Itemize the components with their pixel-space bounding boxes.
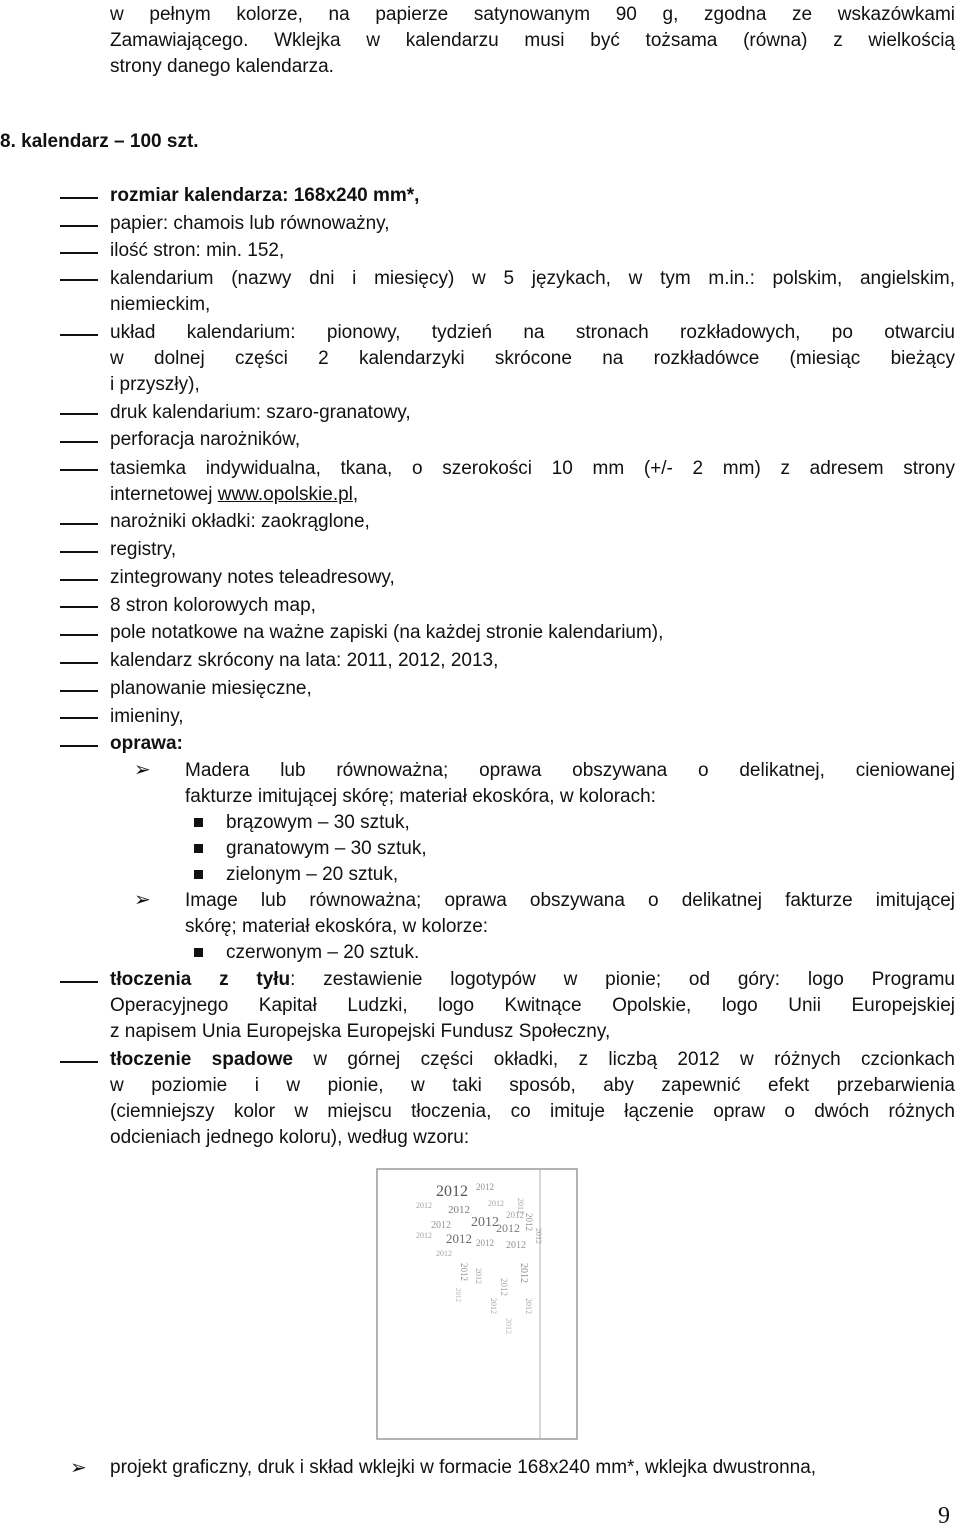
year-2012-mark: 2012 — [506, 1210, 524, 1220]
year-2012-mark: 2012 — [431, 1220, 451, 1231]
item-perf: perforacja narożników, — [110, 429, 301, 450]
emboss-drop-1 — [110, 1047, 955, 1073]
section-heading: 8. kalendarz – 100 szt. — [0, 131, 199, 152]
item-corners: narożniki okładki: zaokrąglone, — [110, 511, 370, 532]
cover-figure-svg — [376, 1168, 578, 1440]
dash-bullet — [60, 606, 98, 608]
dash-bullet — [60, 551, 98, 553]
item-binding: oprawa: — [110, 733, 183, 754]
arrow-bullet-icon: ➢ — [70, 1457, 87, 1479]
page-number: 9 — [938, 1503, 950, 1529]
square-bullet-icon — [194, 870, 203, 879]
item-layout-1: układ kalendarium: pionowy, tydzień na stronach rozkładowych, po otwarciu — [110, 322, 955, 343]
color-brown: brązowym – 30 sztuk, — [226, 812, 410, 833]
year-2012-mark: 2012 — [416, 1201, 432, 1210]
binding-image-2: skórę; materiał ekoskóra, w kolorze: — [185, 916, 489, 937]
intro-line-3: strony danego kalendarza. — [110, 56, 334, 77]
year-2012-mark: 2012 — [454, 1288, 462, 1302]
emboss-back-3: z napisem Unia Europejska Europejski Fundusz Społeczny, — [110, 1021, 611, 1042]
dash-bullet — [60, 469, 98, 471]
item-pages: ilość stron: min. 152, — [110, 240, 285, 261]
dash-bullet — [60, 579, 98, 581]
cover-embossing-figure — [376, 1168, 578, 1440]
item-lang-1: kalendarium (nazwy dni i miesięcy) w 5 językach, w tym m.in.: polskim, angielskim, — [110, 268, 955, 289]
year-2012-mark: 2012 — [448, 1204, 470, 1216]
ribbon-comma: , — [352, 484, 359, 505]
dash-bullet — [60, 662, 98, 664]
intro-line-2: Zamawiającego. Wklejka w kalendarzu musi być tożsama (równa) z wielkością — [110, 30, 955, 51]
year-2012-mark: 2012 — [436, 1183, 468, 1200]
emboss-drop-4: odcieniach jednego koloru), według wzoru: — [110, 1127, 470, 1148]
item-ribbon-1: tasiemka indywidualna, tkana, o szerokości 10 mm (+/- 2 mm) z adresem strony — [110, 458, 955, 479]
year-2012-mark: 2012 — [436, 1249, 452, 1258]
ribbon-text: internetowej — [110, 484, 218, 505]
item-registers: registry, — [110, 539, 177, 560]
year-2012-mark: 2012 — [524, 1298, 533, 1314]
emboss-back-text: : zestawienie logotypów w pionie; od góry: logo Programu — [290, 969, 955, 990]
opolskie-link[interactable]: www.opolskie.pl — [217, 484, 353, 505]
dash-bullet — [60, 225, 98, 227]
year-2012-mark: 2012 — [474, 1268, 483, 1284]
dash-bullet — [60, 523, 98, 525]
year-2012-mark: 2012 — [416, 1231, 432, 1240]
dash-bullet — [60, 745, 98, 747]
year-2012-mark: 2012 — [518, 1263, 529, 1283]
item-notefield: pole notatkowe na ważne zapiski (na każdej stronie kalendarium), — [110, 622, 664, 643]
dash-bullet — [60, 717, 98, 719]
item-lang-2: niemieckim, — [110, 294, 211, 315]
binding-madera-2: fakturze imitującej skórę; materiał ekoskóra, w kolorach: — [185, 786, 656, 807]
color-red: czerwonym – 20 sztuk. — [226, 942, 420, 963]
dash-bullet — [60, 441, 98, 443]
year-2012-mark: 2012 — [534, 1228, 543, 1244]
emboss-drop-label: tłoczenie spadowe — [110, 1049, 293, 1070]
dash-bullet — [60, 252, 98, 254]
emboss-back-1 — [110, 967, 955, 993]
year-2012-mark: 2012 — [504, 1318, 513, 1334]
year-2012-mark: 2012 — [506, 1240, 526, 1251]
dash-bullet — [60, 634, 98, 636]
item-monthly: planowanie miesięczne, — [110, 678, 312, 699]
item-notes: zintegrowany notes teleadresowy, — [110, 567, 395, 588]
emboss-drop-2: w poziomie i w pionie, w taki sposób, aby zapewnić efekt przebarwienia — [110, 1075, 955, 1096]
item-maps: 8 stron kolorowych map, — [110, 595, 316, 616]
item-ribbon-2 — [110, 482, 358, 508]
year-2012-mark: 2012 — [476, 1182, 494, 1192]
square-bullet-icon — [194, 844, 203, 853]
dash-bullet — [60, 1061, 98, 1063]
dash-bullet — [60, 334, 98, 336]
intro-line-1: w pełnym kolorze, na papierze satynowanym 90 g, zgodna ze wskazówkami — [110, 4, 955, 25]
binding-madera-1: Madera lub równoważna; oprawa obszywana o delikatnej, cieniowanej — [185, 760, 955, 781]
emboss-drop-text: w górnej części okładki, z liczbą 2012 w różnych czcionkach — [292, 1049, 955, 1070]
square-bullet-icon — [194, 818, 203, 827]
item-layout-2: w dolnej części 2 kalendarzyki skrócone na rozkładówce (miesiąc bieżący — [110, 348, 955, 369]
year-2012-mark: 2012 — [516, 1198, 525, 1214]
year-2012-mark: 2012 — [488, 1199, 504, 1208]
emboss-back-label: tłoczenia z tyłu — [110, 969, 291, 990]
dash-bullet — [60, 690, 98, 692]
emboss-back-2: Operacyjnego Kapitał Ludzki, logo Kwitnące Opolskie, logo Unii Europejskiej — [110, 995, 955, 1016]
emboss-drop-3: (ciemniejszy kolor w miejscu tłoczenia, co imituje łączenie opraw o dwóch różnych — [110, 1101, 955, 1122]
year-2012-mark: 2012 — [524, 1213, 534, 1231]
square-bullet-icon — [194, 948, 203, 957]
year-2012-mark: 2012 — [476, 1238, 494, 1248]
year-2012-mark: 2012 — [459, 1263, 469, 1281]
item-namedays: imieniny, — [110, 706, 184, 727]
dash-bullet — [60, 279, 98, 281]
item-layout-3: i przyszły), — [110, 374, 200, 395]
dash-bullet — [60, 197, 98, 199]
item-paper: papier: chamois lub równoważny, — [110, 213, 390, 234]
year-2012-mark: 2012 — [499, 1278, 509, 1296]
dash-bullet — [60, 981, 98, 983]
year-2012-mark: 2012 — [446, 1231, 472, 1246]
color-navy: granatowym – 30 sztuk, — [226, 838, 427, 859]
year-2012-mark: 2012 — [496, 1221, 520, 1235]
binding-image-1: Image lub równoważna; oprawa obszywana o delikatnej fakturze imitującej — [185, 890, 955, 911]
dash-bullet — [60, 413, 98, 415]
arrow-bullet-icon: ➢ — [134, 759, 151, 781]
item-print: druk kalendarium: szaro-granatowy, — [110, 402, 411, 423]
final-item: projekt graficzny, druk i skład wklejki w formacie 168x240 mm*, wklejka dwustronna, — [110, 1457, 817, 1478]
arrow-bullet-icon: ➢ — [134, 889, 151, 911]
item-size: rozmiar kalendarza: 168x240 mm*, — [110, 185, 420, 206]
year-2012-mark: 2012 — [471, 1215, 499, 1230]
item-short-cal: kalendarz skrócony na lata: 2011, 2012, 2013, — [110, 650, 499, 671]
color-green: zielonym – 20 sztuk, — [226, 864, 399, 885]
cover-outline — [377, 1169, 577, 1439]
year-2012-mark: 2012 — [489, 1298, 498, 1314]
